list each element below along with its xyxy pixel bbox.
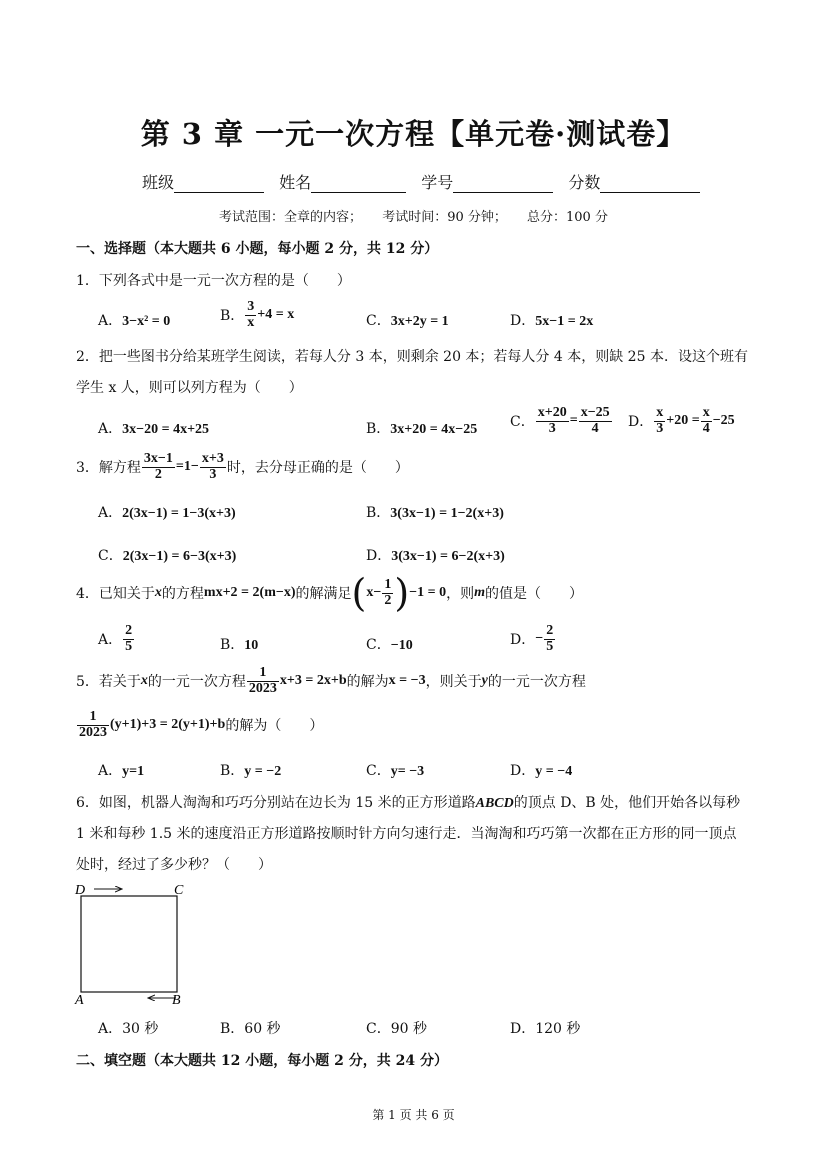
question-2-stem-line1: 2．把一些图书分给某班学生阅读，若每人分 3 本，则剩余 20 本；若每人分 4 本，则缺 25 本．设这个班有 bbox=[76, 349, 748, 365]
question-6-stem-line1: 6．如图，机器人淘淘和巧巧分别站在边长为 15 米的正方形道路ABCD的顶点 D、B 处，他们开始各以每秒 bbox=[76, 795, 741, 811]
q6-option-b[interactable]: B．60 秒 bbox=[220, 1021, 281, 1037]
vertex-a-label: A bbox=[75, 993, 84, 1006]
q2-option-d[interactable]: D． $\frac{x}{3}$ +20 = $\frac{x}{4}$ −25 bbox=[628, 405, 735, 436]
question-2-stem-line2: 学生 x 人，则可以列方程为（ ） bbox=[76, 380, 303, 396]
q5-option-b[interactable]: B．y = −2 bbox=[220, 763, 282, 779]
question-6-stem-line2: 1 米和每秒 1.5 米的速度沿正方形道路按顺时针方向匀速行走．当淘淘和巧巧第一次都在正方形的同一顶点 bbox=[76, 826, 737, 842]
q6-option-c[interactable]: C．90 秒 bbox=[366, 1021, 427, 1037]
q3-option-d[interactable]: D．3(3x−1) = 6−2(x+3) bbox=[366, 548, 505, 564]
id-label: 学号 bbox=[421, 173, 454, 192]
q1-option-c[interactable]: C．3x+2y = 1 bbox=[366, 313, 449, 329]
vertex-c-label: C bbox=[174, 883, 184, 898]
question-6-stem-line3: 处时，经过了多少秒？（ ） bbox=[76, 857, 272, 873]
q5-option-d[interactable]: D．y = −4 bbox=[510, 763, 573, 779]
vertex-d-label: D bbox=[75, 883, 86, 898]
q5-option-a[interactable]: A．y=1 bbox=[98, 763, 145, 779]
class-blank[interactable] bbox=[174, 174, 264, 193]
exam-total: 总分：100 分 bbox=[527, 210, 608, 225]
q6-option-d[interactable]: D．120 秒 bbox=[510, 1021, 581, 1037]
question-5-stem-line1: 5．若关于x的一元一次方程 $\frac{1}{2023}$ x+3 = 2x+b的解为x = −3，则关于y的一元一次方程 bbox=[76, 665, 586, 696]
question-5-stem-line2: $\frac{1}{2023}$ (y+1)+3 = 2(y+1)+b的解为（ ） bbox=[79, 709, 324, 740]
vertex-b-label: B bbox=[172, 993, 181, 1006]
q1-option-d[interactable]: D．5x−1 = 2x bbox=[510, 313, 594, 329]
score-label: 分数 bbox=[568, 173, 601, 192]
q4-option-a[interactable]: A． $\frac{2}{5}$ bbox=[98, 623, 133, 654]
q4-option-d[interactable]: D．− $\frac{2}{5}$ bbox=[510, 623, 554, 654]
page-footer: 第 1 页 共 6 页 bbox=[372, 1108, 455, 1122]
exam-time: 考试时间：90 分钟； bbox=[382, 210, 507, 225]
section-heading-fill-in: 二、填空题（本大题共 12 小题，每小题 2 分，共 24 分） bbox=[76, 1053, 448, 1069]
page-title: 第 3 章 一元一次方程【单元卷·测试卷】 bbox=[140, 117, 687, 151]
square-road-figure bbox=[70, 876, 200, 1006]
student-info-line bbox=[142, 170, 710, 193]
q6-option-a[interactable]: A．30 秒 bbox=[98, 1021, 159, 1037]
name-blank[interactable] bbox=[311, 174, 406, 193]
q2-option-c[interactable]: C． $\frac{x+20}{3}$ = $\frac{x-25}{4}$ bbox=[510, 405, 610, 436]
q2-option-a[interactable]: A．3x−20 = 4x+25 bbox=[98, 421, 210, 437]
class-label: 班级 bbox=[142, 173, 175, 192]
id-blank[interactable] bbox=[453, 174, 553, 193]
q3-option-b[interactable]: B．3(3x−1) = 1−2(x+3) bbox=[366, 505, 504, 521]
q4-option-b[interactable]: B．10 bbox=[220, 637, 259, 653]
q3-option-c[interactable]: C．2(3x−1) = 6−3(x+3) bbox=[98, 548, 237, 564]
name-label: 姓名 bbox=[279, 173, 312, 192]
question-4-stem: 4．已知关于x的方程mx+2 = 2(m−x)的解满足(x− $\frac{1}{2}$ )−1 = 0，则m的值是（ ） bbox=[76, 571, 584, 616]
q1-option-b[interactable]: B． $\frac{3}{x}$ +4 = x bbox=[220, 299, 295, 330]
q1-option-a[interactable]: A．3−x² = 0 bbox=[98, 313, 171, 329]
exam-range: 考试范围：全章的内容； bbox=[219, 210, 363, 225]
q2-option-b[interactable]: B．3x+20 = 4x−25 bbox=[366, 421, 478, 437]
q3-option-a[interactable]: A．2(3x−1) = 1−3(x+3) bbox=[98, 505, 236, 521]
exam-info bbox=[0, 206, 827, 225]
question-1-stem: 1．下列各式中是一元一次方程的是（ ） bbox=[76, 273, 351, 289]
q5-option-c[interactable]: C．y= −3 bbox=[366, 763, 425, 779]
score-blank[interactable] bbox=[600, 174, 700, 193]
section-heading-choice: 一、选择题（本大题共 6 小题，每小题 2 分，共 12 分） bbox=[76, 241, 439, 257]
square-outline bbox=[81, 896, 177, 992]
question-3-stem: 3．解方程 $\frac{3x-1}{2}$ =1− $\frac{x+3}{3}$ 时，去分母正确的是（ ） bbox=[76, 451, 409, 482]
q4-option-c[interactable]: C．−10 bbox=[366, 637, 413, 653]
